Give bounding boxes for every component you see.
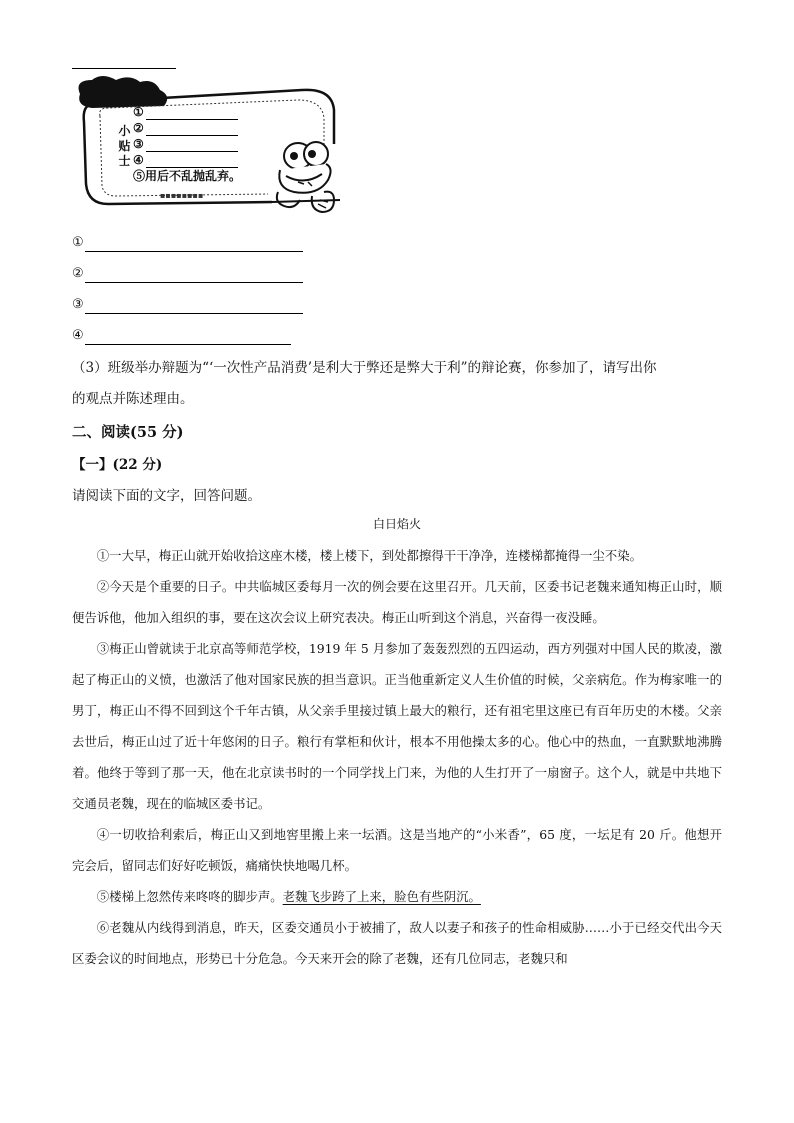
tip-card [72,74,344,220]
answer-line-3[interactable]: ③ [72,296,303,314]
section-title: 二、阅读(55 分) [72,424,184,441]
tip-line-3: ③ [133,136,238,152]
underlined-sentence: 老魏飞步跨了上来，脸色有些阴沉。 [282,889,481,904]
tip-line-2: ② [133,120,238,136]
story-body [72,540,722,974]
instruction: 请阅读下面的文字，回答问题。 [72,488,261,504]
answer-line-4[interactable]: ④ [72,327,291,345]
question-3-line-2: 的观点并陈述理由。 [72,391,194,407]
top-rule [72,68,176,69]
answer-line-2[interactable]: ② [72,265,303,283]
story-paragraph-5: ⑤楼梯上忽然传来咚咚的脚步声。老魏飞步跨了上来，脸色有些阴沉。 [96,889,481,904]
tip-title: 小贴士 [118,124,131,168]
story-paragraph-1: ①一大早，梅正山就开始收拾这座木楼，楼上楼下，到处都擦得干干净净，连楼梯都掩得一尘不染。 [96,548,642,563]
frog-icon [272,142,340,212]
svg-text:▪▪▪▪▪▪▪▪: ▪▪▪▪▪▪▪▪ [160,191,204,200]
story-title: 白日焰火 [372,517,421,531]
part-title: 【一】(22 分) [72,457,163,473]
tip-line-1: ① [133,104,238,120]
tip-line-5: ⑤用后不乱抛乱弃。 [133,169,242,183]
story-paragraph-3: ③梅正山曾就读于北京高等师范学校，1919 年 5 月参加了轰轰烈烈的五四运动，西方列强对中国人民的欺凌，激起了梅正山的义愤，也激活了他对国家民族的担当意识。正当他重新定义人生价值的时候，父亲病危。作为梅家唯一的男丁，梅正山不得不回到这个千年古镇，从父亲手里接过镇上最大的粮行，还有祖宅里这座已有百年历史的木楼。父亲去世后，梅正山过了近十年悠闲的日子。粮行有掌柜和伙计，根本不用他操太多的心。他心中的热血，一直默默地沸腾着。他终于等到了那一天，他在北京读书时的一个同学找上门来，为他的人生打开了一扇窗子。这个人，就是中共地下交通员老魏，现在的临城区委书记。 [72,641,722,811]
story-paragraph-2: ②今天是个重要的日子。中共临城区委每月一次的例会要在这里召开。几天前，区委书记老魏来通知梅正山时，顺便告诉他，他加入组织的事，要在这次会议上研究表决。梅正山听到这个消息，兴奋得一夜没睡。 [72,579,722,625]
story-paragraph-4: ④一切收拾利索后，梅正山又到地窖里搬上来一坛酒。这是当地产的“小米香”，65 度，一坛足有 20 斤。他想开完会后，留同志们好好吃顿饭，痛痛快快地喝几杯。 [72,827,722,873]
story-paragraph-6: ⑥老魏从内线得到消息，昨天，区委交通员小于被捕了，敌人以妻子和孩子的性命相威胁……小于已经交代出今天区委会议的时间地点，形势已十分危急。今天来开会的除了老魏，还有几位同志，老魏只和 [72,920,722,966]
answer-line-1[interactable]: ① [72,234,303,252]
question-3-line-1: （3）班级举办辩题为“‘一次性产品消费’是利大于弊还是弊大于利”的辩论赛，你参加了，请写出你 [72,360,657,376]
tip-line-4: ④ [133,152,238,168]
